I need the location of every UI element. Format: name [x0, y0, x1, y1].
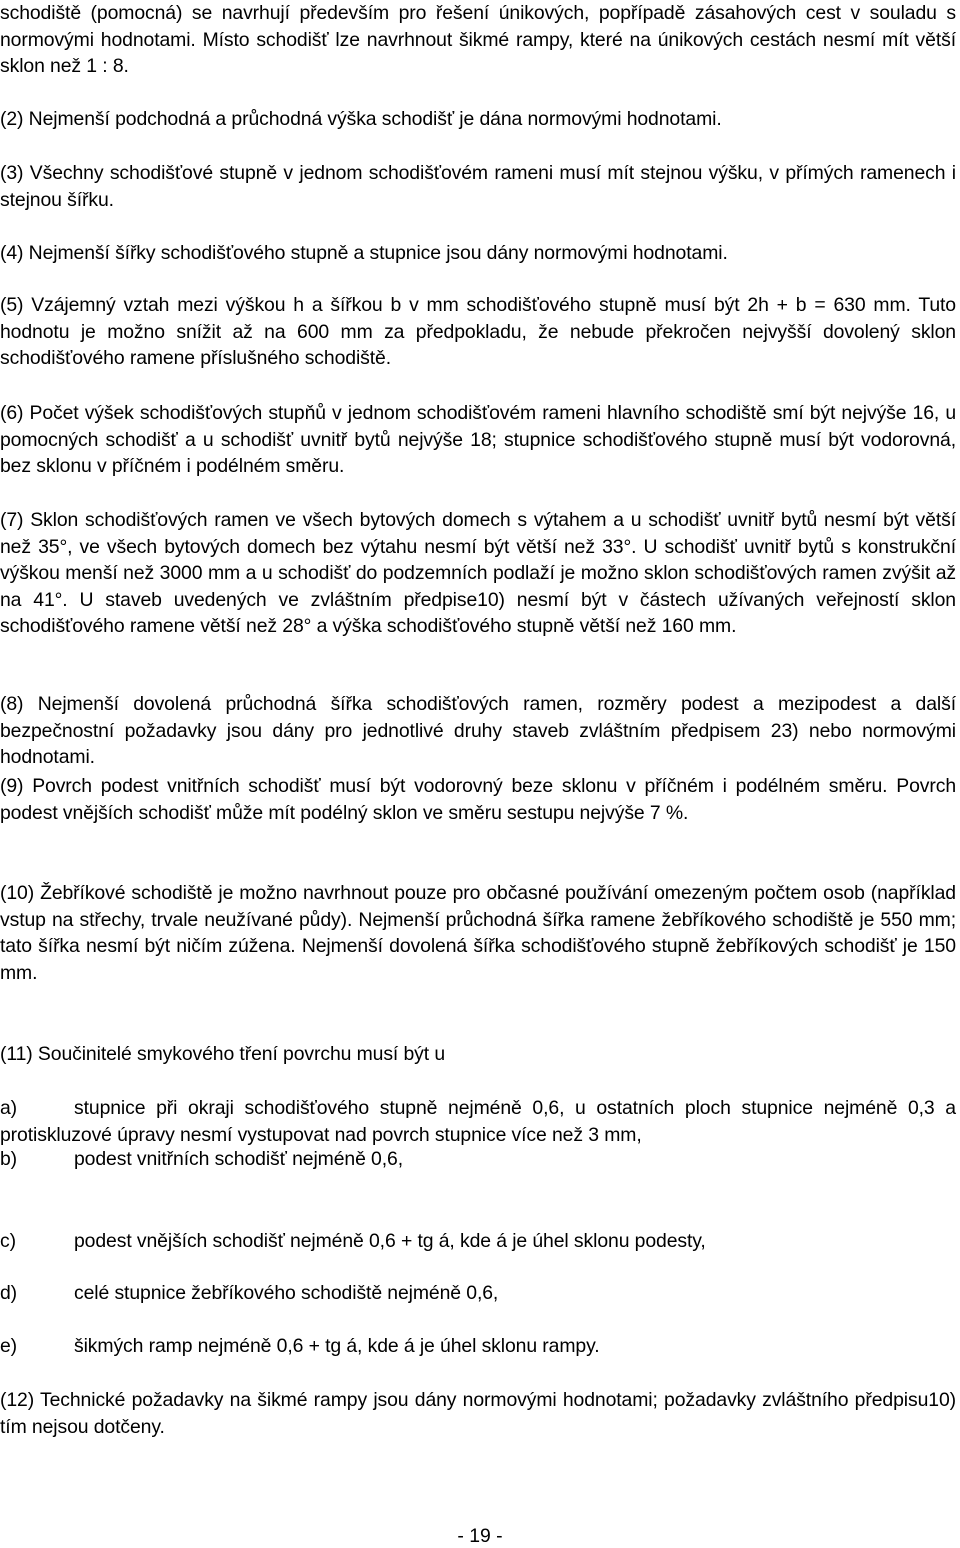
page-number: - 19 - — [457, 1525, 503, 1547]
list-item-text: šikmých ramp nejméně 0,6 + tg á, kde á je úhel sklonu rampy. — [74, 1335, 600, 1357]
list-item-text: celé stupnice žebříkového schodiště nejméně 0,6, — [74, 1282, 499, 1304]
paragraph-7: (7) Sklon schodišťových ramen ve všech bytových domech s výtahem a u schodišť uvnitř bytů nesmí být větší než 35°, ve všech bytových domech bez výtahu nesmí být větší než 33°. U schodišť uvnitř bytů s konstrukční výškou menší než 3000 mm a u schodišť do podzemních podlaží je možno sklon schodišťových ramen zvýšit až na 41°. U staveb uvedených ve zvláštním předpise10) nesmí být v částech užívaných veřejností sklon schodišťového ramene větší než 28° a výška schodišťového stupně větší než 160 mm. — [0, 509, 956, 638]
list-item — [0, 1146, 956, 1173]
list-item — [0, 1333, 956, 1360]
list-item-text: podest vnitřních schodišť nejméně 0,6, — [74, 1148, 403, 1170]
list-item — [0, 1095, 956, 1148]
paragraph-continuation: schodiště (pomocná) se navrhují především pro řešení únikových, popřípadě zásahových cest v souladu s normovými hodnotami. Místo schodišť lze navrhnout šikmé rampy, které na únikových cestách nesmí mít větší sklon než 1 : 8. — [0, 2, 956, 78]
paragraph-3: (3) Všechny schodišťové stupně v jednom schodišťovém rameni musí mít stejnou výšku, v přímých ramenech i stejnou šířku. — [0, 162, 956, 211]
paragraph-11: (11) Součinitelé smykového tření povrchu musí být u — [0, 1043, 446, 1065]
list-item-letter: e) — [0, 1335, 18, 1357]
list-item — [0, 1228, 956, 1255]
paragraph-8: (8) Nejmenší dovolená průchodná šířka schodišťových ramen, rozměry podest a mezipodest a další bezpečnostní požadavky jsou dány pro jednotlivé druhy staveb zvláštním předpisem 23) nebo normovými hodnotami. — [0, 693, 956, 769]
list-item — [0, 1280, 956, 1307]
paragraph-2: (2) Nejmenší podchodná a průchodná výška schodišť je dána normovými hodnotami. — [0, 108, 722, 130]
paragraph-9: (9) Povrch podest vnitřních schodišť musí být vodorovný beze sklonu v příčném i podélném směru. Povrch podest vnějších schodišť může mít podélný sklon ve směru sestupu nejvýše 7 %. — [0, 775, 956, 824]
list-item-letter: c) — [0, 1230, 16, 1252]
list-item-text: podest vnějších schodišť nejméně 0,6 + tg á, kde á je úhel sklonu podesty, — [74, 1230, 706, 1252]
paragraph-4: (4) Nejmenší šířky schodišťového stupně a stupnice jsou dány normovými hodnotami. — [0, 242, 728, 264]
list-item-letter: d) — [0, 1282, 18, 1304]
list-item-text: stupnice při okraji schodišťového stupně nejméně 0,6, u ostatních ploch stupnice nejméně 0,3 a protiskluzové úpravy nesmí vystupovat nad povrch stupnice více než 3 mm, — [0, 1097, 956, 1146]
paragraph-5: (5) Vzájemný vztah mezi výškou h a šířkou b v mm schodišťového stupně musí být 2h + b = 630 mm. Tuto hodnotu je možno snížit až na 600 mm za předpokladu, že nebude překročen nejvyšší dovolený sklon schodišťového ramene příslušného schodiště. — [0, 294, 956, 370]
list-item-letter: a) — [0, 1097, 18, 1119]
paragraph-10: (10) Žebříkové schodiště je možno navrhnout pouze pro občasné používání omezeným počtem osob (například vstup na střechy, trvale neužívané půdy). Nejmenší průchodná šířka ramene žebříkového schodiště je 550 mm; tato šířka nesmí být ničím zúžena. Nejmenší dovolená šířka schodišťového stupně žebříkových schodišť je 150 mm. — [0, 882, 956, 984]
paragraph-12: (12) Technické požadavky na šikmé rampy jsou dány normovými hodnotami; požadavky zvláštního předpisu10) tím nejsou dotčeny. — [0, 1389, 956, 1438]
list-item-letter: b) — [0, 1148, 18, 1170]
paragraph-6: (6) Počet výšek schodišťových stupňů v jednom schodišťovém rameni hlavního schodiště smí být nejvýše 16, u pomocných schodišť a u schodišť uvnitř bytů nejvýše 18; stupnice schodišťového stupně musí být vodorovná, bez sklonu v příčném i podélném směru. — [0, 402, 956, 478]
